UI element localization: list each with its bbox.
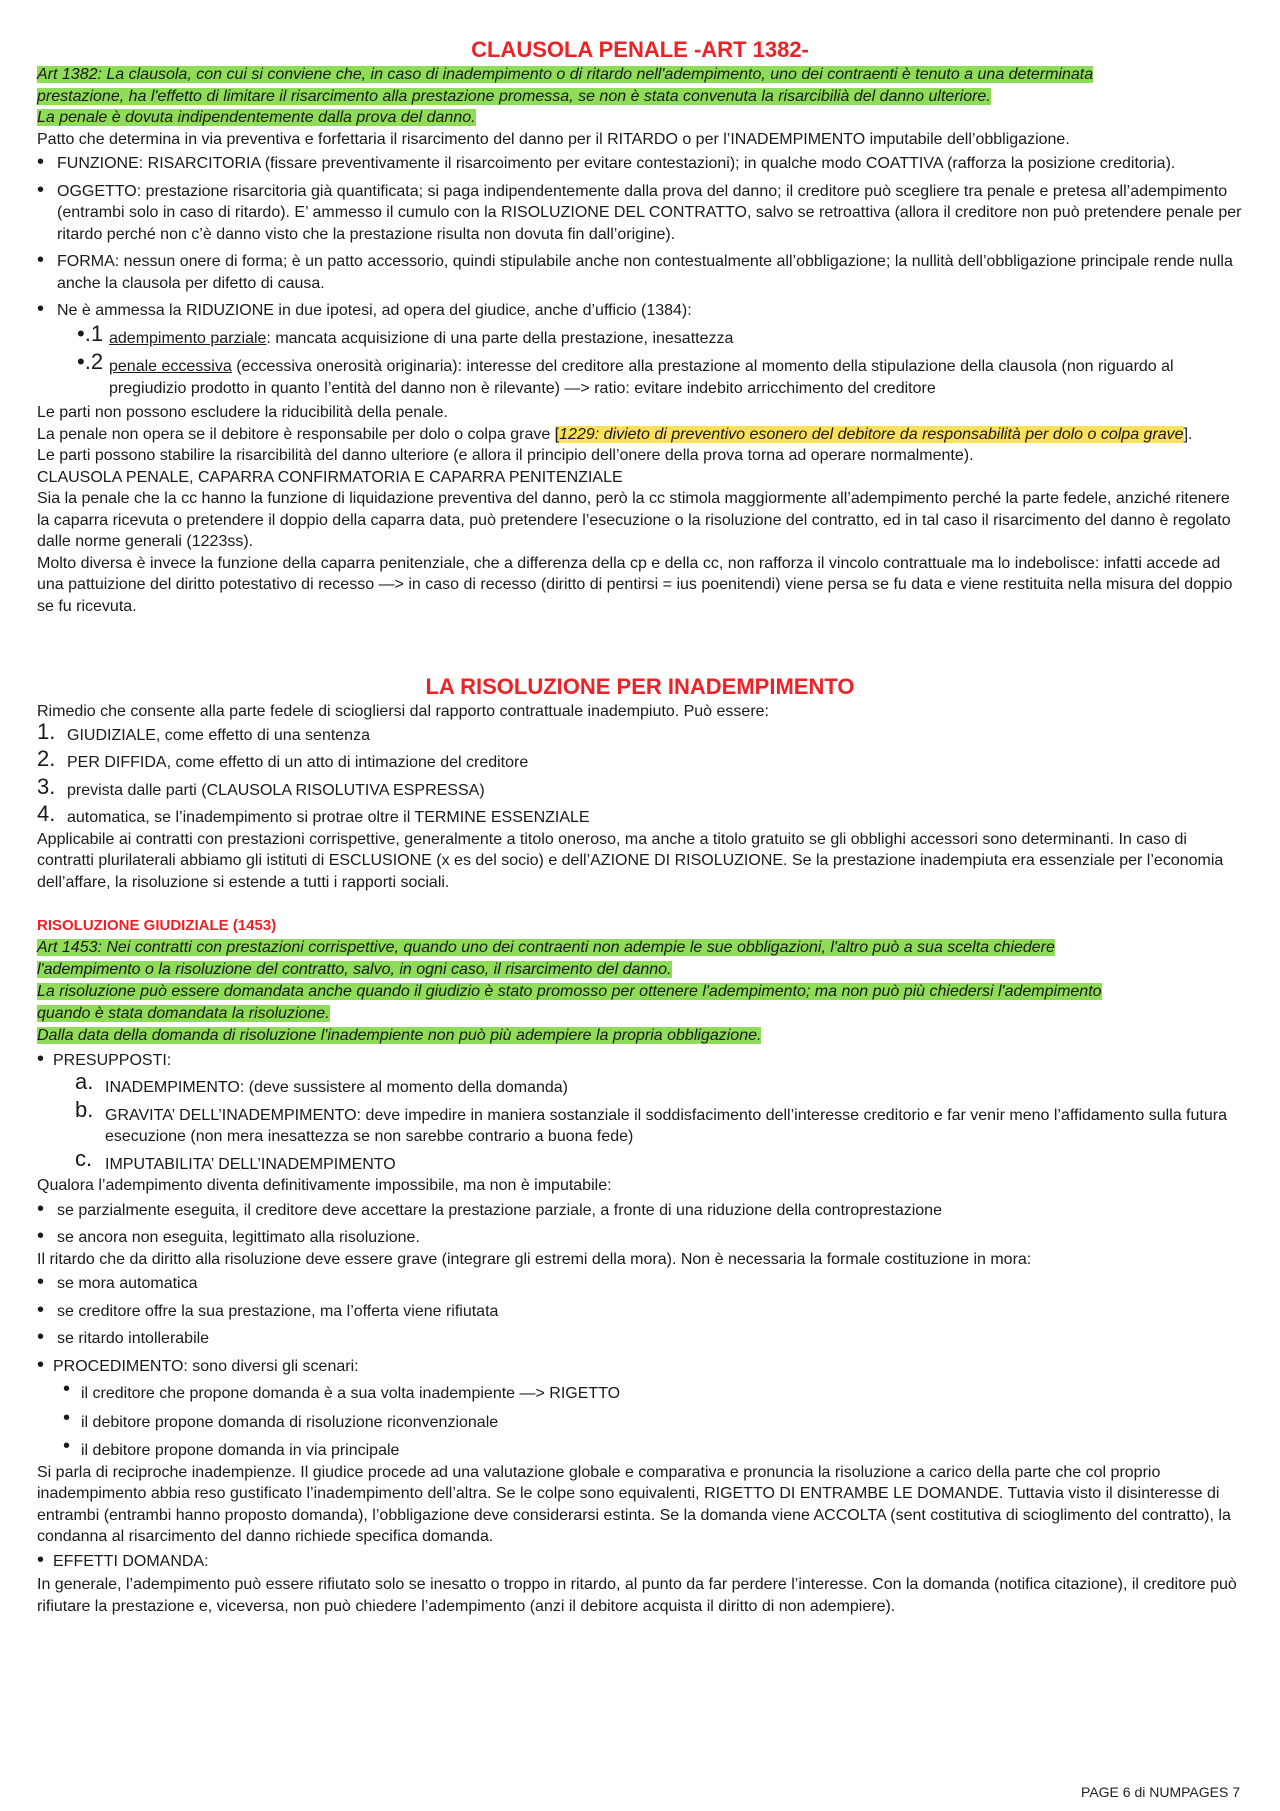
caparra-heading: CLAUSOLA PENALE, CAPARRA CONFIRMATORIA E CAPARRA PENITENZIALE — [37, 468, 623, 486]
list-item: • PROCEDIMENTO: sono diversi gli scenari: — [37, 1356, 1243, 1378]
item-text: GRAVITA’ DELL’INADEMPIMENTO: deve impedire in maniera sostanziale il soddisfacimento dell’interesse creditorio e far venir meno l’affidamento sulla futura esecuzione (non mera inesattezza se non sarebbe contrario a buona fede) — [105, 1106, 1227, 1145]
item-number: 1. — [37, 718, 56, 744]
procedimento-list — [37, 1356, 1243, 1378]
qualora-list — [37, 1200, 1243, 1249]
page-footer: PAGE 6 di NUMPAGES 7 — [1081, 1784, 1240, 1800]
list-item: • il debitore propone domanda in via principale — [63, 1440, 1243, 1462]
list-item — [75, 1096, 1243, 1148]
list-item: • EFFETTI DOMANDA: — [37, 1551, 1243, 1573]
document-page — [37, 36, 1243, 1617]
bracket-close: ]. — [1183, 425, 1193, 443]
bracket-open: [ — [554, 425, 560, 443]
art-1453-line-4: quando è stata domandata la risoluzione. — [37, 1004, 330, 1022]
art-1229-highlight: 1229: divieto di preventivo esonero del debitore da responsabilità per dolo o colpa grave — [559, 425, 1184, 443]
item-number: 2. — [37, 746, 56, 771]
list-item — [37, 746, 1243, 774]
art-1453-line-2: l'adempimento o la risoluzione del contratto, salvo, in ogni caso, il risarcimento del danno. — [37, 960, 672, 978]
risoluzione-giudiziale-heading: RISOLUZIONE GIUDIZIALE (1453) — [37, 917, 277, 934]
item-text: prevista dalle parti (CLAUSOLA RISOLUTIVA ESPRESSA) — [67, 781, 485, 799]
list-item: • se mora automatica — [37, 1273, 1243, 1295]
list-item — [75, 1069, 1243, 1099]
list-item — [37, 773, 1243, 802]
item-text: INADEMPIMENTO: (deve sussistere al momento della domanda) — [105, 1079, 568, 1096]
art-1453-line-5: Dalla data della domanda di risoluzione l'inadempiente non può più adempiere la propria obbligazione. — [37, 1026, 762, 1044]
underlined-term: adempimento parziale — [109, 329, 267, 347]
list-item: • se ritardo intollerabile — [37, 1328, 1243, 1350]
list-item: • Ne è ammessa la RIDUZIONE in due ipotesi, ad opera del giudice, anche d’ufficio (1384): — [37, 300, 1243, 322]
qualora-paragraph: Qualora l’adempimento diventa definitivamente impossibile, ma non è imputabile: — [37, 1177, 612, 1194]
art-1382-quote — [37, 64, 1243, 129]
dolo-paragraph — [37, 424, 1243, 446]
effetti-list — [37, 1551, 1243, 1573]
list-item: • se ancora non eseguita, legittimato alla risoluzione. — [37, 1227, 1243, 1249]
caparra-paragraph-2: Molto diversa è invece la funzione della caparra penitenziale, che a differenza della cp e della cc, non rafforza il vincolo contrattuale ma lo indebolisce: infatti accede ad una pattuizione del diritto potestativo di recesso —> in caso di recesso (diritto di pentirsi = ius poenitendi) viene persa se fu data e viene restituita nella misura del doppio se fu ricevuta. — [37, 554, 1233, 615]
art-1382-line-1: Art 1382: La clausola, con cui si conviene che, in caso di inadempimento o di ritardo nell'adempimento, uno dei contraenti è tenuto a una determinata — [37, 66, 1094, 83]
caparra-paragraph-1: Sia la penale che la cc hanno la funzione di liquidazione preventiva del danno, però la cc stimola maggiormente all’adempimento perché la parte fedele, anziché ritenere la caparra ricevuta o pretendere il doppio della caparra data, può pretendere l’esecuzione o la risoluzione del contratto, ed in tal caso il risarcimento del danno è regolato dalle norme generali (1223ss). — [37, 490, 1231, 550]
art-1382-line-2: prestazione, ha l'effetto di limitare il risarcimento alla prestazione promessa, se non è stata convenuta la risarcibilià del danno ulteriore. — [37, 87, 991, 105]
list-item — [37, 801, 1243, 829]
list-item: • FUNZIONE: RISARCITORIA (fissare preventivamente il risarcoimento per evitare contestazioni); in qualche modo COATTIVA (rafforza la posizione creditoria). — [37, 153, 1243, 175]
item-letter: c. — [75, 1145, 93, 1171]
item-text: GIUDIZIALE, come effetto di una sentenza — [67, 726, 370, 744]
procedimento-sub-list — [37, 1383, 1243, 1462]
list-item: • PRESUPPOSTI: — [37, 1050, 1243, 1072]
list-item: • il debitore propone domanda di risoluzione riconvenzionale — [63, 1412, 1243, 1434]
art-1453-quote — [37, 937, 1243, 1047]
list-item: • se parzialmente eseguita, il creditore deve accettare la prestazione parziale, a fronte di una riduzione della controprestazione — [37, 1200, 1243, 1222]
sub-item-text: : mancata acquisizione di una parte della prestazione, inesattezza — [266, 329, 734, 347]
risoluzione-intro: Rimedio che consente alla parte fedele di sciogliersi dal rapporto contrattuale inadempiuto. Può essere: — [37, 703, 769, 720]
list-item — [75, 1145, 1243, 1176]
ritardo-paragraph: Il ritardo che da diritto alla risoluzione deve essere grave (integrare gli estremi della mora). Non è necessaria la formale costituzione in mora: — [37, 1250, 1032, 1268]
item-text: PER DIFFIDA, come effetto di un atto di intimazione del creditore — [67, 754, 529, 771]
list-item — [77, 349, 1243, 399]
presupposti-list — [37, 1050, 1243, 1072]
list-item: • FORMA: nessun onere di forma; è un patto accessorio, quindi stipulabile anche non contestualmente all’obbligazione; la nullità dell’obbligazione principale rende nulla anche la clausola per difetto di causa. — [37, 251, 1243, 294]
item-letter: a. — [75, 1069, 94, 1094]
list-item: • il creditore che propone domanda è a sua volta inadempiente —> RIGETTO — [63, 1383, 1243, 1405]
section-title-clausola-penale: CLAUSOLA PENALE -ART 1382- — [471, 37, 809, 62]
item-number: 3. — [37, 773, 56, 799]
item-number: 4. — [37, 801, 56, 826]
patto-paragraph: Patto che determina in via preventiva e forfettaria il risarcimento del danno per il RITARDO o per l’INADEMPIMENTO imputabile dell’obbligazione. — [37, 130, 1070, 148]
riducibilita-paragraph: Le parti non possono escludere la riducibilità della penale. — [37, 404, 448, 421]
item-text: automatica, se l’inadempimento si protrae oltre il TERMINE ESSENZIALE — [67, 809, 590, 826]
item-text: IMPUTABILITA’ DELL’INADEMPIMENTO — [105, 1155, 396, 1173]
item-letter: b. — [75, 1096, 94, 1122]
art-1382-line-3: La penale è dovuta indipendentemente dalla prova del danno. — [37, 109, 476, 126]
presupposti-alpha-list — [37, 1069, 1243, 1175]
art-1453-line-1: Art 1453: Nei contratti con prestazioni corrispettive, quando uno dei contraenti non adempie le sue obbligazioni, l'altro può a sua scelta chiedere — [37, 938, 1055, 956]
section-title-risoluzione: LA RISOLUZIONE PER INADEMPIMENTO — [425, 674, 855, 699]
risoluzione-numbered-list — [37, 718, 1243, 829]
list-item: • OGGETTO: prestazione risarcitoria già quantificata; si paga indipendentemente dalla prova del danno; il creditore può scegliere tra penale e pretesa all’adempimento (entrambi solo in caso di ritardo). E’ ammesso il cumulo con la RISOLUZIONE DEL CONTRATTO, salvo se retroattiva (allora il creditore non può pretendere penale per ritardo perché non c’è danno visto che la prestazione risulta non dovuta fin dall’origine). — [37, 181, 1243, 246]
sub-item-number: •.2 — [77, 349, 104, 374]
sub-item-number: •.1 — [77, 320, 104, 346]
ritardo-list — [37, 1273, 1243, 1350]
art-1453-line-3: La risoluzione può essere domandata anche quando il giudizio è stato promosso per ottenere l'adempimento; ma non può più chiedersi l'adempimento — [37, 982, 1102, 1000]
riduzione-sub-list — [37, 320, 1243, 400]
list-item — [37, 718, 1243, 747]
underlined-term: penale eccessiva — [109, 358, 232, 375]
ulteriore-paragraph: Le parti possono stabilire la risarcibilità del danno ulteriore (e allora il principio dell’onere della prova torna ad operare normalmente). — [37, 447, 974, 464]
list-item — [77, 320, 1243, 350]
dolo-text: La penale non opera se il debitore è responsabile per dolo o colpa grave — [37, 425, 555, 443]
applicabile-paragraph: Applicabile ai contratti con prestazioni corrispettive, generalmente a titolo oneroso, ma anche a titolo gratuito se gli obblighi accessori sono determinanti. In caso di contratti plurilaterali abbiamo gli istituti di ESCLUSIONE (x es del socio) e dell’AZIONE DI RISOLUZIONE. Se la prestazione inadempiuta era essenziale per l’economia dell’affare, la risoluzione si estende a tutti i rapporti sociali. — [37, 830, 1224, 891]
generale-paragraph: In generale, l’adempimento può essere rifiutato solo se inesatto o troppo in ritardo, al punto da far perdere l’interesse. Con la domanda (notifica citazione), il creditore può rifiutare la prestazione e, viceversa, non può chiedere l’adempimento (anzi il debitore acquista il diritto di non adempiere). — [37, 1576, 1237, 1615]
sub-item-text: (eccessiva onerosità originaria): interesse del creditore alla prestazione al momento della stipulazione della clausola (non riguardo al pregiudizio prodotto in quanto l’entità del danno non è rilevante) —> ratio: evitare indebito arricchimento del creditore — [109, 358, 1174, 397]
reciproche-paragraph: Si parla di reciproche inadempienze. Il giudice procede ad una valutazione globale e comparativa e pronuncia la risoluzione a carico della parte che col proprio inadempimento abbia reso gustificato l’inadempimento dell’altra. Se le colpe sono equivalenti, RIGETTO DI ENTRAMBE LE DOMANDE. Tuttavia visto il disinteresse di entrambi (entrambi hanno proposto domanda), l’obbligazione deve considerarsi estinta. Se la domanda viene ACCOLTA (sent costitutiva di scioglimento del contratto), la condanna al risarcimento del danno richiede specifica domanda. — [37, 1463, 1231, 1545]
clausola-bullet-list — [37, 153, 1243, 322]
list-item: • se creditore offre la sua prestazione, ma l’offerta viene rifiutata — [37, 1301, 1243, 1323]
